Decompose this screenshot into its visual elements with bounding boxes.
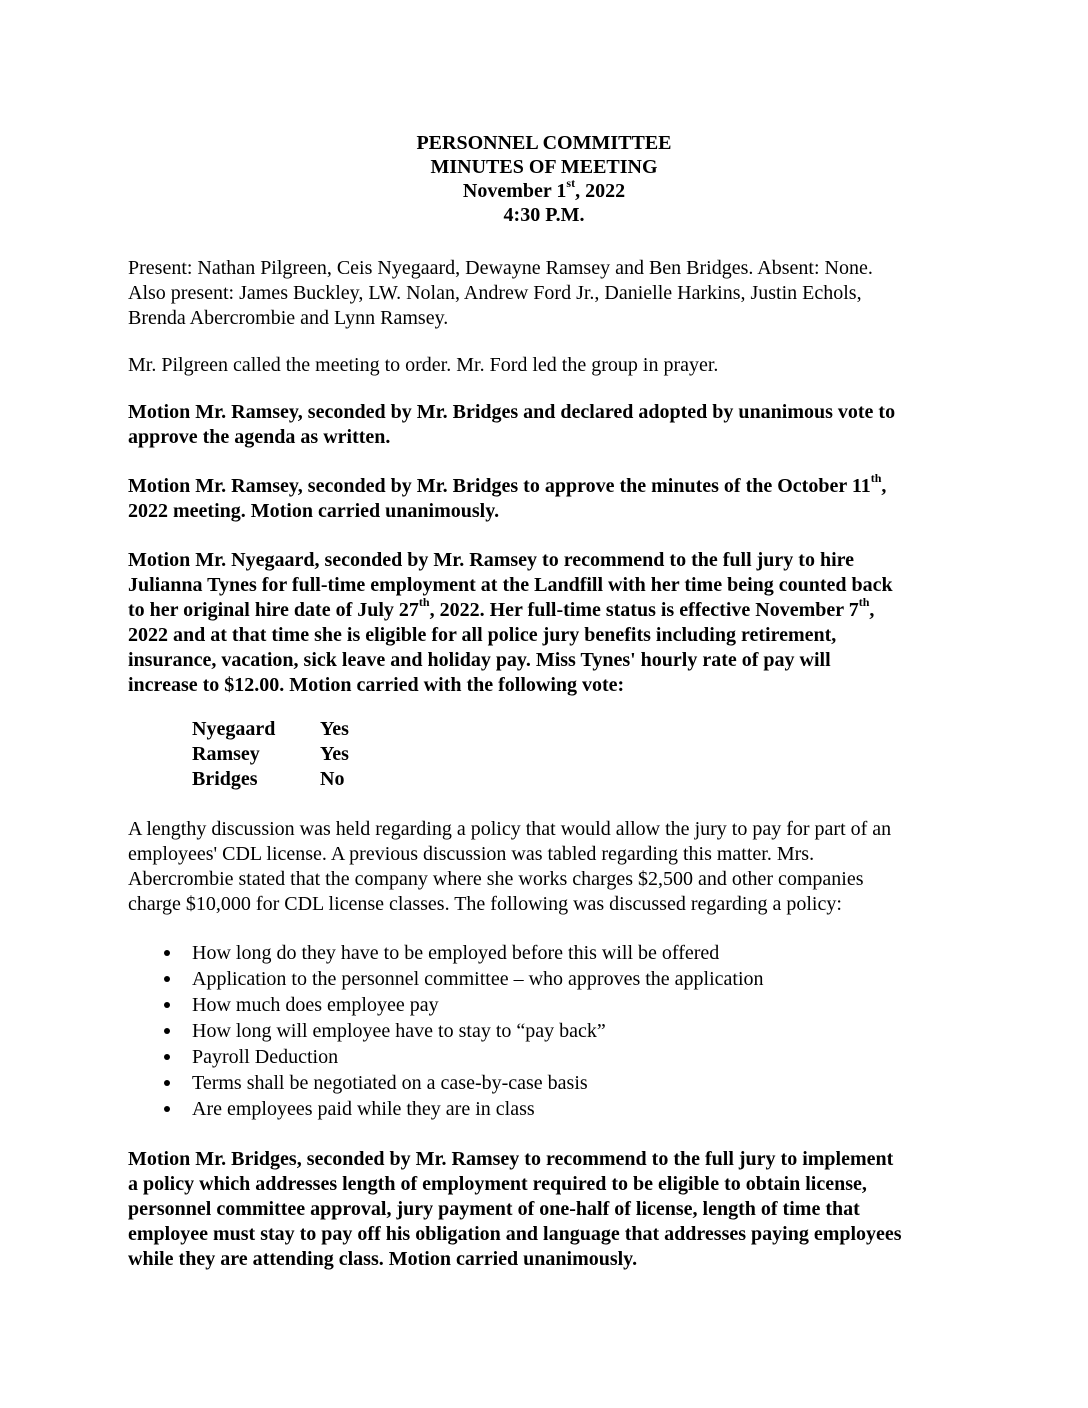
motion-agenda-paragraph: Motion Mr. Ramsey, seconded by Mr. Bridges and declared adopted by unanimous vote to approve the agenda as written. [128,401,896,448]
vote-row [192,742,380,767]
vote-value: Yes [320,743,349,765]
list-item: How much does employee pay [160,992,764,1018]
minutes-title: MINUTES OF MEETING [430,156,658,178]
bullet-icon [164,1002,170,1008]
document-header [0,131,1088,227]
list-item: How long do they have to be employed before this will be offered [160,940,764,966]
list-item: Are employees paid while they are in class [160,1096,764,1122]
vote-row [192,767,380,792]
bullet-icon [164,1106,170,1112]
voter-name: Nyegaard [192,718,276,740]
voter-name: Ramsey [192,743,260,765]
policy-bullet-list [160,940,764,1122]
meeting-time: 4:30 P.M. [503,204,585,226]
vote-value: No [320,768,345,790]
vote-value: Yes [320,718,349,740]
list-item: Terms shall be negotiated on a case-by-case basis [160,1070,764,1096]
list-item: How long will employee have to stay to “pay back” [160,1018,764,1044]
motion-minutes-paragraph: Motion Mr. Ramsey, seconded by Mr. Bridges to approve the minutes of the October 11th, 2022 meeting. Motion carried unanimously. [128,471,887,522]
bullet-icon [164,976,170,982]
motion-hire-paragraph: Motion Mr. Nyegaard, seconded by Mr. Ramsey to recommend to the full jury to hire Julianna Tynes for full-time employment at the Landfill with her time being counted back to her original hire date of July 27th, 2022. Her full-time status is effective November 7th, 2022 and at that time she is eligible for all police jury benefits including retirement, insurance, vacation, sick leave and holiday pay. Miss Tynes' hourly rate of pay will increase to $12.00. Motion carried with the following vote: [128,549,893,696]
vote-table [192,717,380,792]
motion-policy-paragraph: Motion Mr. Bridges, seconded by Mr. Ramsey to recommend to the full jury to implement a policy which addresses length of employment required to be eligible to obtain license, personnel committee approval, jury payment of one-half of license, length of time that employee must stay to pay off his obligation and language that addresses paying employees while they are attending class. Motion carried unanimously. [128,1148,902,1270]
committee-title: PERSONNEL COMMITTEE [416,132,672,154]
list-item: Payroll Deduction [160,1044,764,1070]
voter-name: Bridges [192,768,258,790]
bullet-icon [164,1080,170,1086]
call-to-order-paragraph: Mr. Pilgreen called the meeting to order. Mr. Ford led the group in prayer. [128,354,719,376]
attendance-paragraph: Present: Nathan Pilgreen, Ceis Nyegaard, Dewayne Ramsey and Ben Bridges. Absent: None. Also present: James Buckley, LW. Nolan, Andrew Ford Jr., Danielle Harkins, Justin Echols, Brenda Abercrombie and Lynn Ramsey. [128,257,873,329]
meeting-date: November 1st, 2022 [462,176,626,202]
bullet-icon [164,1054,170,1060]
bullet-icon [164,950,170,956]
discussion-paragraph: A lengthy discussion was held regarding a policy that would allow the jury to pay for part of an employees' CDL license. A previous discussion was tabled regarding this matter. Mrs. Abercrombie stated that the company where she works charges $2,500 and other companies charge $10,000 for CDL license classes. The following was discussed regarding a policy: [128,818,892,915]
vote-row [192,717,380,742]
bullet-icon [164,1028,170,1034]
list-item: Application to the personnel committee – who approves the application [160,966,764,992]
